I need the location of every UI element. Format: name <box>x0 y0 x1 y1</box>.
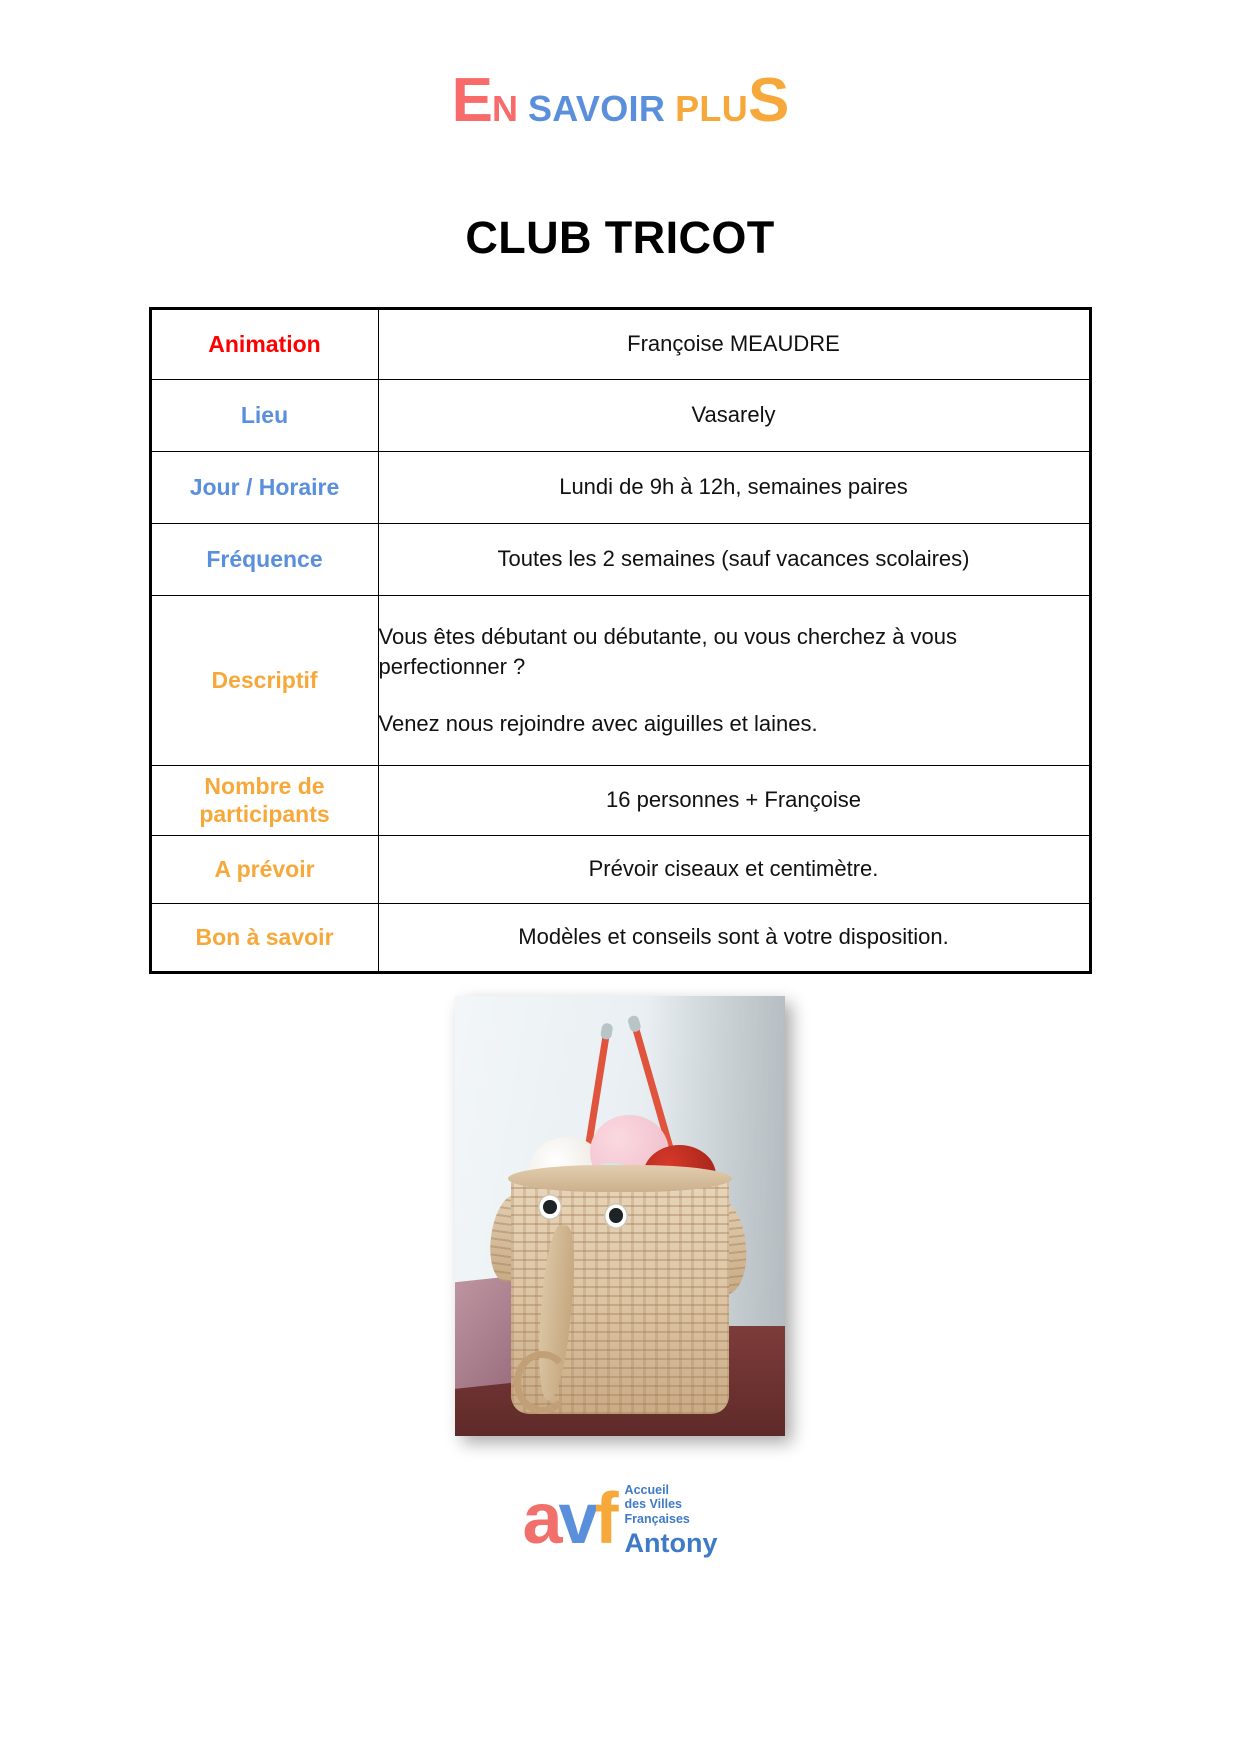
table-row <box>151 903 1089 971</box>
page-title: CLUB TRICOT <box>465 211 775 263</box>
row-label-animation: Animation <box>151 309 378 379</box>
avf-logo-text <box>625 1483 718 1558</box>
row-value-animation: Françoise MEAUDRE <box>378 309 1089 379</box>
descriptif-paragraph-1: Vous êtes débutant ou débutante, ou vous cherchez à vous perfectionner ? <box>378 623 958 680</box>
row-value-jour-horaire: Lundi de 9h à 12h, semaines paires <box>378 451 1089 523</box>
avf-subtitle <box>625 1483 718 1527</box>
table-row <box>151 309 1089 379</box>
table-row <box>151 451 1089 523</box>
table-row <box>151 523 1089 595</box>
row-value-bon-a-savoir: Modèles et conseils sont à votre disposition. <box>378 903 1089 971</box>
logo-word-savoir: SAVOIR <box>527 88 666 129</box>
elephant-eye-right <box>604 1203 629 1229</box>
row-label-nombre-line-2: participants <box>199 801 330 828</box>
info-table-container <box>149 307 1092 974</box>
logo-letter-s: S <box>748 66 789 135</box>
logo-word-plu: PLU <box>675 88 749 129</box>
elephant-trunk-curl <box>514 1351 571 1413</box>
en-savoir-plus-logo <box>451 66 789 135</box>
row-value-frequence: Toutes les 2 semaines (sauf vacances scolaires) <box>378 523 1089 595</box>
avf-footer-logo <box>470 1479 770 1560</box>
table-row <box>151 835 1089 903</box>
row-value-a-prevoir: Prévoir ciseaux et centimètre. <box>378 835 1089 903</box>
avf-subtitle-line-1: Accueil <box>624 1482 670 1497</box>
logo-letter-n: N <box>491 88 518 129</box>
row-label-jour-horaire: Jour / Horaire <box>151 451 378 523</box>
header-logo <box>0 0 1240 135</box>
row-label-nombre-participants <box>151 765 378 835</box>
row-label-lieu: Lieu <box>151 379 378 451</box>
avf-logo-mark <box>522 1479 615 1560</box>
avf-letter-v: v <box>558 1479 595 1560</box>
table-row <box>151 595 1089 765</box>
avf-letter-a: a <box>522 1479 559 1560</box>
row-value-descriptif <box>378 595 1089 765</box>
avf-subtitle-line-3: Françaises <box>624 1511 690 1526</box>
photo-frame <box>455 996 785 1436</box>
info-table <box>151 309 1090 972</box>
row-value-nombre-participants: 16 personnes + Françoise <box>378 765 1089 835</box>
descriptif-paragraph-2: Venez nous rejoindre avec aiguilles et laines. <box>378 710 818 736</box>
row-label-descriptif: Descriptif <box>151 595 378 765</box>
avf-letter-f: f <box>594 1479 615 1560</box>
row-label-nombre-line-1: Nombre de <box>204 773 325 800</box>
row-label-frequence: Fréquence <box>151 523 378 595</box>
table-row <box>151 765 1089 835</box>
row-label-a-prevoir: A prévoir <box>151 835 378 903</box>
avf-city-name: Antony <box>624 1528 718 1559</box>
avf-subtitle-line-2: des Villes <box>624 1497 682 1512</box>
table-row <box>151 379 1089 451</box>
activity-photo <box>455 996 785 1436</box>
row-value-lieu: Vasarely <box>378 379 1089 451</box>
logo-letter-e: E <box>451 66 492 135</box>
basket-rim <box>508 1165 732 1191</box>
row-label-bon-a-savoir: Bon à savoir <box>151 903 378 971</box>
